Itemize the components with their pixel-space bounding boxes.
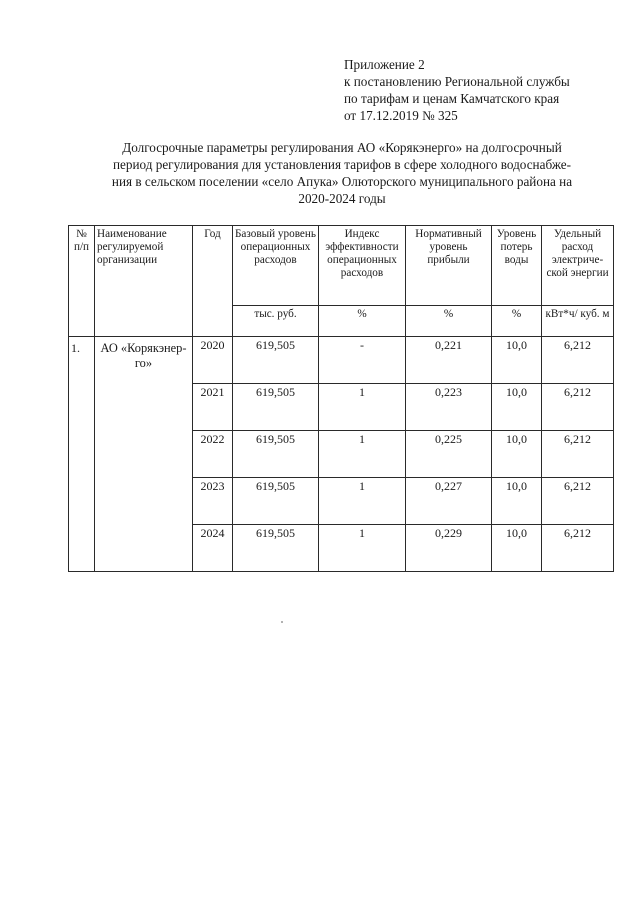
document-title [60, 139, 624, 207]
title-line: Долгосрочные параметры регулирования АО «Корякэнерго» на долгосрочный [122, 140, 562, 155]
cell-energy-consumption: 6,212 [542, 431, 614, 478]
cell-water-loss: 10,0 [492, 525, 542, 572]
header-profit-level: Нормативный уровень прибыли [406, 226, 492, 306]
cell-year: 2020 [193, 337, 233, 384]
scan-speck [281, 621, 283, 623]
cell-energy-consumption: 6,212 [542, 525, 614, 572]
parameters-table [68, 225, 614, 572]
title-line: период регулирования для установления тарифов в сфере холодного водоснабже- [112, 157, 572, 172]
cell-water-loss: 10,0 [492, 478, 542, 525]
header-organization: Наименование регулируемой организации [95, 226, 193, 337]
appendix-line: по тарифам и ценам Камчатского края [344, 91, 560, 106]
unit-profit-level: % [406, 306, 492, 337]
header-energy-consumption: Удельный расход электриче-ской энергии [542, 226, 614, 306]
unit-energy-consumption: кВт*ч/ куб. м [542, 306, 614, 337]
cell-water-loss: 10,0 [492, 337, 542, 384]
cell-year: 2024 [193, 525, 233, 572]
header-water-loss: Уровень потерь воды [492, 226, 542, 306]
title-line: 2020-2024 годы [298, 191, 386, 206]
cell-base-costs: 619,505 [233, 337, 319, 384]
cell-energy-consumption: 6,212 [542, 337, 614, 384]
header-efficiency-index: Индекс эффективности операционных расходов [319, 226, 406, 306]
cell-profit-level: 0,229 [406, 525, 492, 572]
cell-profit-level: 0,221 [406, 337, 492, 384]
organization-name: АО «Корякэнер-го» [95, 337, 193, 572]
header-base-costs: Базовый уровень операционных расходов [233, 226, 319, 306]
cell-energy-consumption: 6,212 [542, 478, 614, 525]
unit-base-costs: тыс. руб. [233, 306, 319, 337]
cell-base-costs: 619,505 [233, 478, 319, 525]
header-row [69, 226, 614, 306]
appendix-line: Приложение 2 [344, 57, 425, 72]
cell-base-costs: 619,505 [233, 384, 319, 431]
appendix-block [344, 56, 634, 124]
cell-water-loss: 10,0 [492, 384, 542, 431]
unit-water-loss: % [492, 306, 542, 337]
cell-efficiency-index: - [319, 337, 406, 384]
table-row [69, 337, 614, 384]
cell-water-loss: 10,0 [492, 431, 542, 478]
cell-efficiency-index: 1 [319, 478, 406, 525]
header-num: № п/п [69, 226, 95, 337]
unit-efficiency-index: % [319, 306, 406, 337]
cell-profit-level: 0,225 [406, 431, 492, 478]
header-year: Год [193, 226, 233, 337]
title-line: ния в сельском поселении «село Апука» Олюторского муниципального района на [111, 174, 573, 189]
cell-year: 2023 [193, 478, 233, 525]
cell-profit-level: 0,223 [406, 384, 492, 431]
cell-base-costs: 619,505 [233, 525, 319, 572]
cell-efficiency-index: 1 [319, 431, 406, 478]
cell-efficiency-index: 1 [319, 525, 406, 572]
cell-base-costs: 619,505 [233, 431, 319, 478]
row-number: 1. [69, 337, 95, 572]
cell-efficiency-index: 1 [319, 384, 406, 431]
cell-profit-level: 0,227 [406, 478, 492, 525]
appendix-line: от 17.12.2019 № 325 [344, 108, 458, 123]
cell-year: 2022 [193, 431, 233, 478]
appendix-line: к постановлению Региональной службы [344, 74, 570, 89]
cell-energy-consumption: 6,212 [542, 384, 614, 431]
cell-year: 2021 [193, 384, 233, 431]
